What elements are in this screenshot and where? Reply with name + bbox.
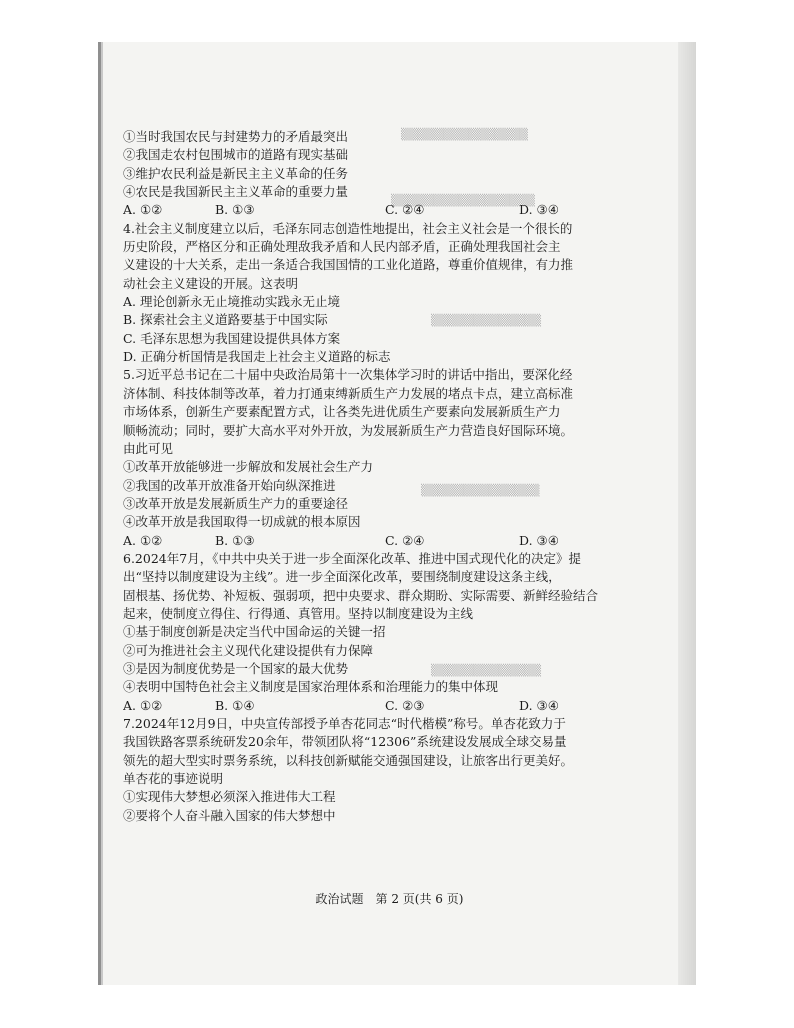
q6-choices [123, 697, 658, 715]
exam-content [123, 128, 658, 825]
choice-b: B. ①③ [215, 202, 255, 218]
choice-c: C. ②④ [385, 532, 425, 548]
q6-stem-line: 6.2024年7月，《中共中央关于进一步全面深化改革、推进中国式现代化的决定》提 [123, 550, 581, 566]
q4-option: A. 理论创新永无止境推动实践永无止境 [123, 294, 340, 310]
bleed-through-text: ▒▒▒▒▒▒▒▒▒▒▒▒▒ [431, 664, 541, 677]
page-edge-strip [678, 42, 696, 985]
q6-stem-line: 起来，使制度立得住、行得通、真管用。坚持以制度建设为主线 [123, 605, 474, 621]
q3-option: ④农民是我国新民主主义革命的重要力量 [123, 184, 349, 200]
q6-option: ①基于制度创新是决定当代中国命运的关键一招 [123, 624, 386, 640]
q7-option: ①实现伟大梦想必须深入推进伟大工程 [123, 789, 336, 805]
q6-stem-line: 出“坚持以制度建设为主线”。进一步全面深化改革，要围绕制度建设这条主线， [123, 569, 561, 585]
q3-option: ②我国走农村包围城市的道路有现实基础 [123, 147, 349, 163]
q3-option: ③维护农民利益是新民主主义革命的任务 [123, 165, 349, 181]
choice-a: A. ①② [123, 697, 163, 713]
choice-a: A. ①② [123, 532, 163, 548]
question-5 [123, 366, 658, 549]
q4-option: B. 探索社会主义道路要基于中国实际 [123, 312, 328, 328]
q5-option: ②我国的改革开放准备开始向纵深推进 [123, 477, 336, 493]
choice-d: D. ③④ [519, 202, 559, 218]
choice-c: C. ②③ [385, 697, 425, 713]
q7-stem-line: 7.2024年12月9日，中央宣传部授予单杏花同志“时代楷模”称号。单杏花致力于 [123, 716, 566, 731]
choice-d: D. ③④ [519, 532, 559, 548]
q4-stem-line: 4.社会主义制度建立以后，毛泽东同志创造性地提出，社会主义社会是一个很长的 [123, 220, 573, 236]
q5-stem-line: 5.习近平总书记在二十届中央政治局第十一次集体学习时的讲话中指出，要深化经 [123, 367, 573, 383]
q4-stem-line: 义建设的十大关系，走出一条适合我国国情的工业化道路，尊重价值规律，有力推 [123, 257, 574, 273]
q4-option: D. 正确分析国情是我国走上社会主义道路的标志 [123, 349, 391, 365]
question-4 [123, 220, 658, 367]
bleed-through-text: ▒▒▒▒▒▒▒▒▒▒▒▒▒▒▒▒▒ [391, 194, 535, 207]
q6-option: ④表明中国特色社会主义制度是国家治理体系和治理能力的集中体现 [123, 679, 499, 695]
choice-b: B. ①③ [215, 532, 255, 548]
choice-b: B. ①④ [215, 697, 255, 713]
bleed-through-text: ▒▒▒▒▒▒▒▒▒▒▒▒▒▒▒ [401, 128, 528, 141]
q5-stem-line: 由此可见 [123, 440, 174, 456]
q5-option: ④改革开放是我国取得一切成就的根本原因 [123, 514, 361, 530]
bleed-through-text: ▒▒▒▒▒▒▒▒▒▒▒▒▒▒ [421, 484, 540, 497]
q6-stem-line: 固根基、扬优势、补短板、强弱项，把中央要求、群众期盼、实际需要、新鲜经验结合 [123, 587, 599, 603]
choice-a: A. ①② [123, 202, 163, 218]
q5-stem-line: 济体制、科技体制等改革，着力打通束缚新质生产力发展的堵点卡点，建立高标准 [123, 385, 574, 401]
q7-stem-line: 单杏花的事迹说明 [123, 771, 224, 787]
question-6 [123, 550, 658, 715]
page-footer: 政治试题 第 2 页(共 6 页) [315, 892, 464, 906]
choice-c: C. ②④ [385, 202, 425, 218]
q7-stem-line: 领先的超大型实时票务系统，以科技创新赋能交通强国建设，让旅客出行更美好。 [123, 752, 574, 768]
q5-option: ③改革开放是发展新质生产力的重要途径 [123, 495, 349, 511]
q7-stem-line: 我国铁路客票系统研发20余年，带领团队将“12306”系统建设发展成全球交易量 [123, 734, 567, 750]
choice-d: D. ③④ [519, 697, 559, 713]
q4-stem-line: 历史阶段，严格区分和正确处理敌我矛盾和人民内部矛盾，正确处理我国社会主 [123, 239, 561, 255]
q6-option: ②可为推进社会主义现代化建设提供有力保障 [123, 642, 374, 658]
q3-option: ①当时我国农民与封建势力的矛盾最突出 [123, 129, 349, 144]
q5-stem-line: 顺畅流动；同时，要扩大高水平对外开放，为发展新质生产力营造良好国际环境。 [123, 422, 574, 438]
bleed-through-text: ▒▒▒▒▒▒▒▒▒▒▒▒▒ [431, 314, 541, 327]
scanned-page [98, 42, 696, 985]
question-7 [123, 715, 658, 825]
q5-option: ①改革开放能够进一步解放和发展社会生产力 [123, 459, 374, 475]
q6-option: ③是因为制度优势是一个国家的最大优势 [123, 660, 349, 676]
q5-choices [123, 532, 658, 550]
q4-option: C. 毛泽东思想为我国建设提供具体方案 [123, 330, 341, 346]
q5-stem-line: 市场体系，创新生产要素配置方式，让各类先进优质生产要素向发展新质生产力 [123, 404, 561, 420]
q7-option: ②要将个人奋斗融入国家的伟大梦想中 [123, 807, 336, 823]
q4-stem-line: 动社会主义建设的开展。这表明 [123, 275, 299, 291]
q3-choices [123, 201, 658, 219]
q3-options [123, 128, 658, 220]
